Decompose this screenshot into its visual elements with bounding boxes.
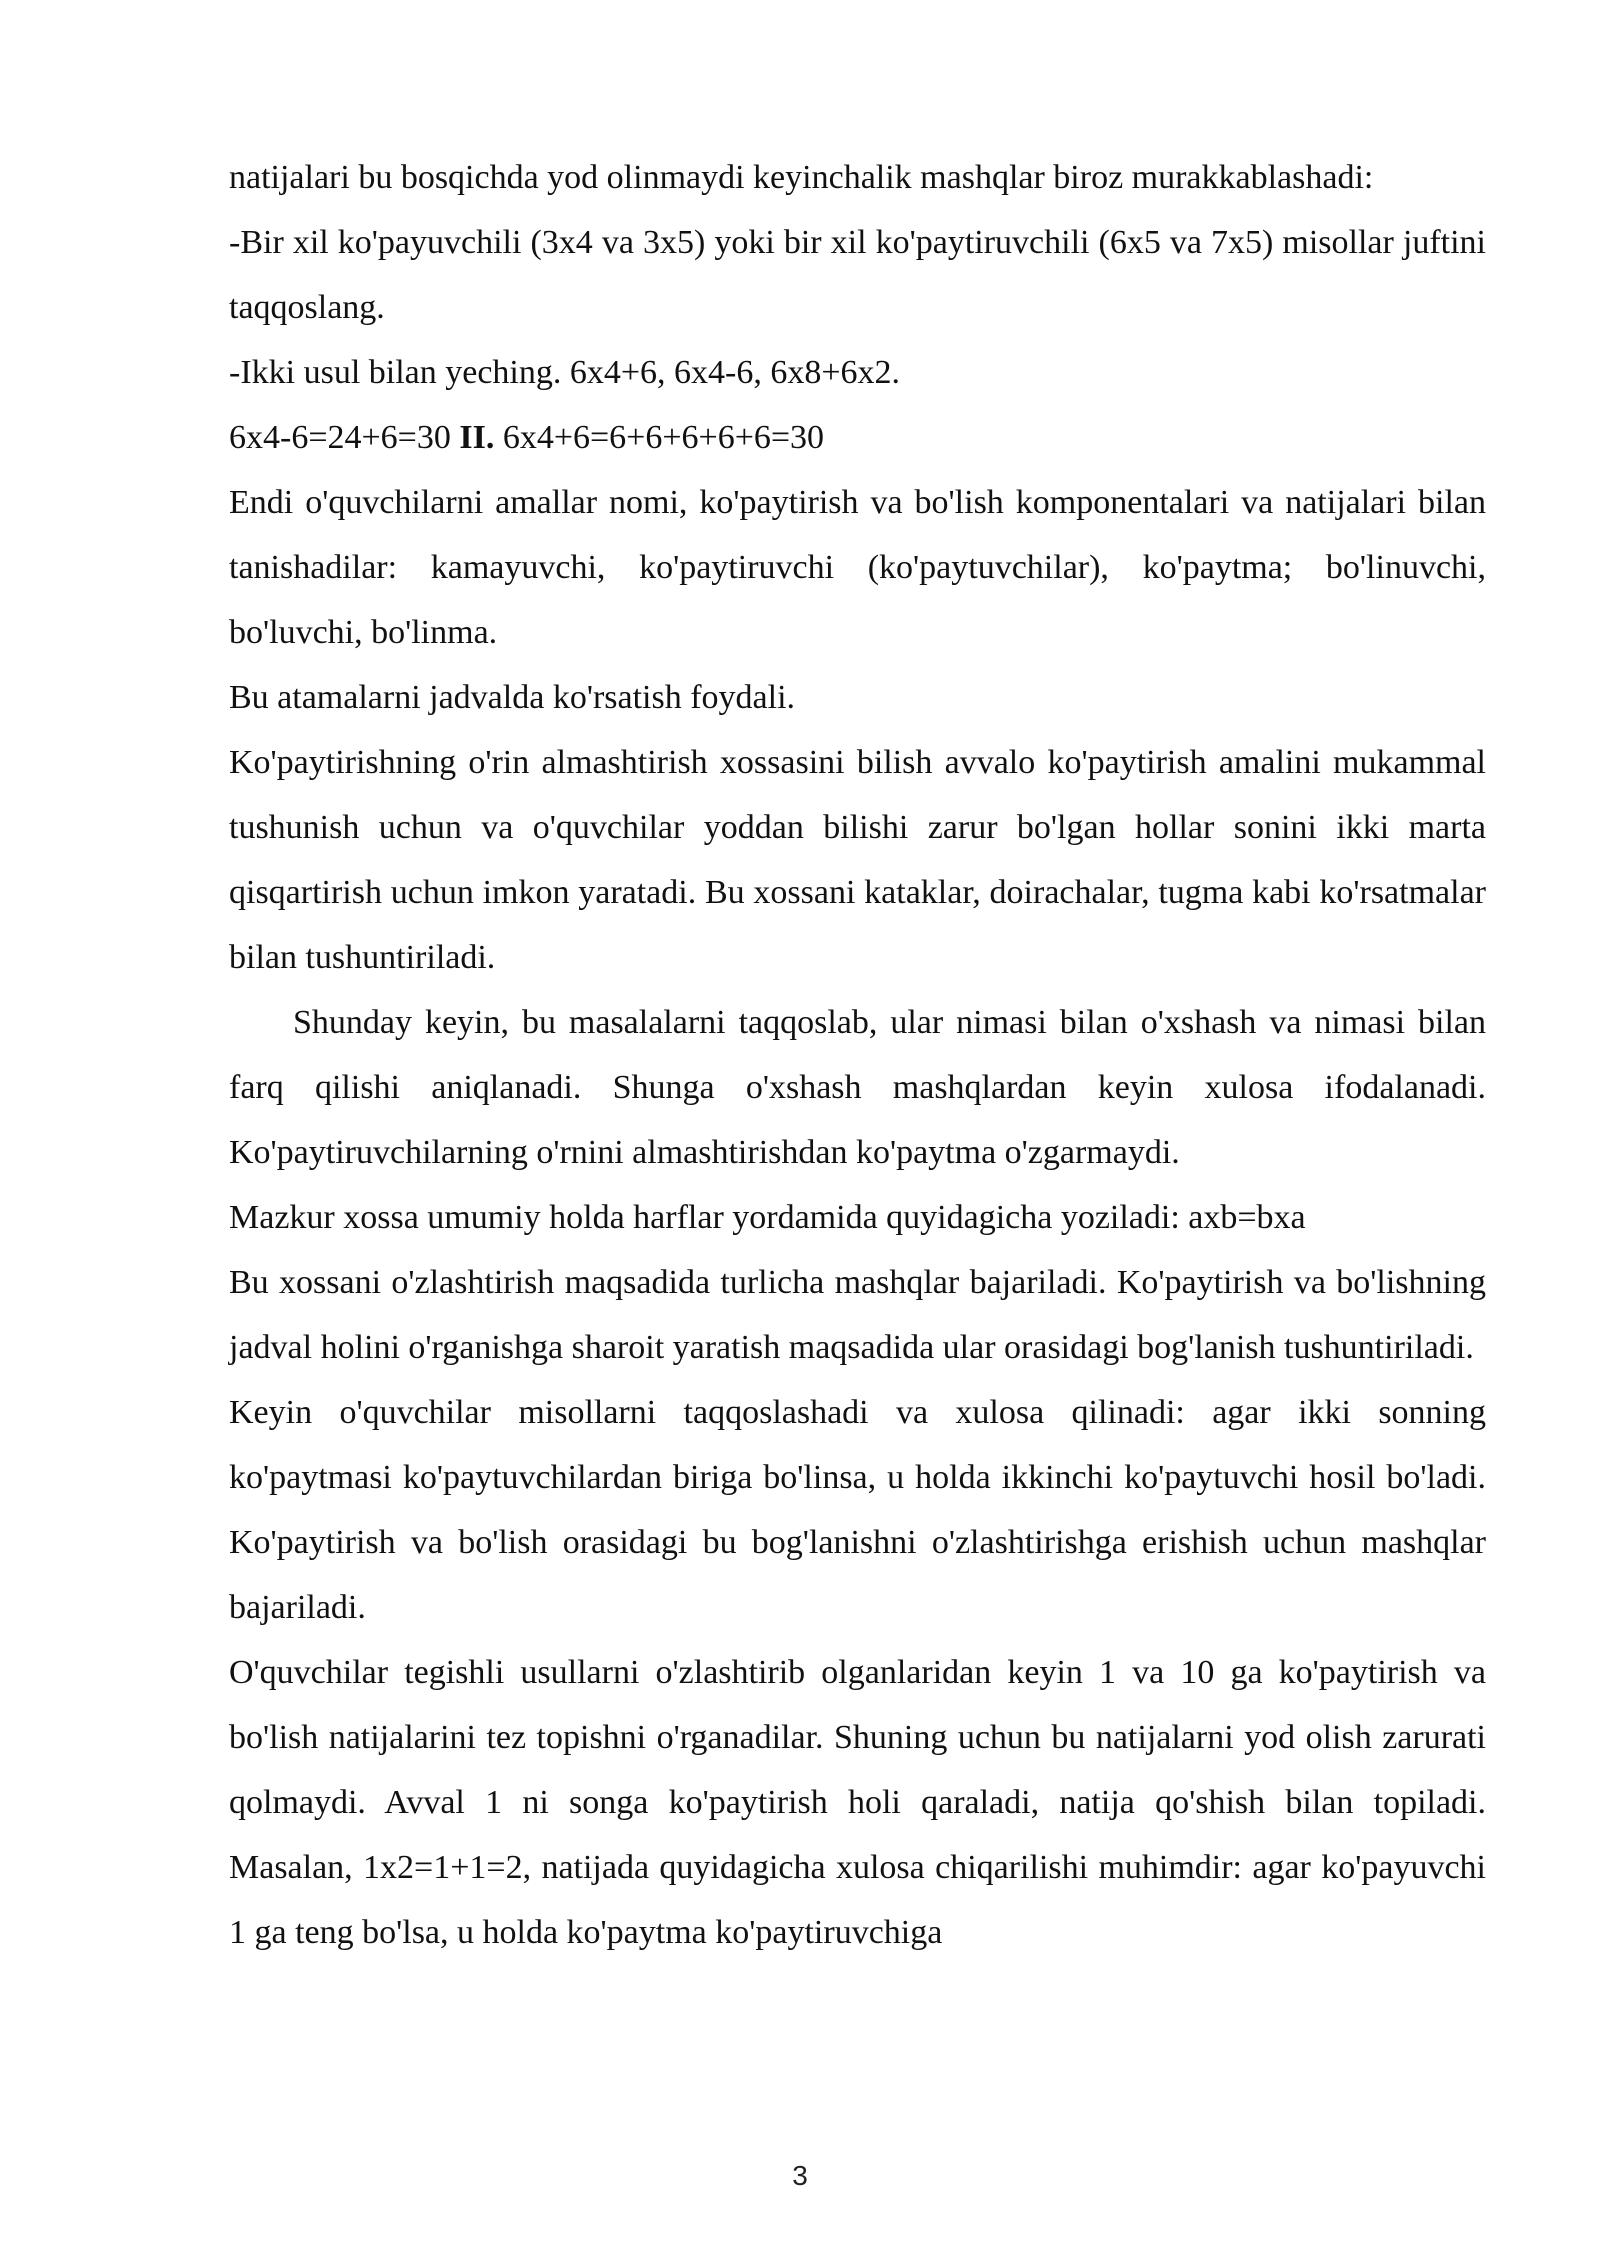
equation-part-2: 6x4+6=6+6+6+6+6=30	[494, 419, 825, 456]
paragraph: -Bir xil ko'payuvchili (3x4 va 3x5) yoki bir xil ko'paytiruvchili (6x5 va 7x5) misollar juftini taqqoslang.	[229, 224, 1486, 326]
paragraph: -Ikki usul bilan yeching. 6x4+6, 6x4-6, 6x8+6x2.	[229, 354, 901, 391]
equation-bold-label: II.	[459, 419, 495, 456]
body-text	[229, 145, 1486, 1965]
paragraph: Mazkur xossa umumiy holda harflar yordamida quyidagicha yoziladi: axb=bxa	[229, 1199, 1306, 1236]
equation-line	[229, 405, 1486, 470]
page-number: 3	[792, 2160, 808, 2191]
equation-part-1: 6x4-6=24+6=30	[229, 419, 460, 456]
paragraph: Bu xossani o'zlashtirish maqsadida turlicha mashqlar bajariladi. Ko'paytirish va bo'lishning jadval holini o'rganishga sharoit yaratish maqsadida ular orasidagi bog'lanish tushuntiriladi.	[229, 1264, 1486, 1366]
paragraph: Keyin o'quvchilar misollarni taqqoslashadi va xulosa qilinadi: agar ikki sonning ko'paytmasi ko'paytuvchilardan biriga bo'linsa, u holda ikkinchi ko'paytuvchi hosil bo'ladi. Ko'paytirish va bo'lish orasidagi bu bog'lanishni o'zlashtirishga erishish uchun mashqlar bajariladi.	[229, 1394, 1486, 1626]
paragraph: Bu atamalarni jadvalda ko'rsatish foydali.	[229, 679, 796, 716]
paragraph: Ko'paytirishning o'rin almashtirish xossasini bilish avvalo ko'paytirish amalini mukammal tushunish uchun va o'quvchilar yoddan bilishi zarur bo'lgan hollar sonini ikki marta qisqartirish uchun imkon yaratadi. Bu xossani kataklar, doirachalar, tugma kabi ko'rsatmalar bilan tushuntiriladi.	[229, 744, 1486, 976]
paragraph: O'quvchilar tegishli usullarni o'zlashtirib olganlaridan keyin 1 va 10 ga ko'paytirish va bo'lish natijalarini tez topishni o'rganadilar. Shuning uchun bu natijalarni yod olish zarurati qolmaydi. Avval 1 ni songa ko'paytirish holi qaraladi, natija qo'shish bilan topiladi. Masalan, 1x2=1+1=2, natijada quyidagicha xulosa chiqarilishi muhimdir: agar ko'payuvchi 1 ga teng bo'lsa, u holda ko'paytma ko'paytiruvchiga	[229, 1654, 1486, 1951]
paragraph: Endi o'quvchilarni amallar nomi, ko'paytirish va bo'lish komponentalari va natijalari bilan tanishadilar: kamayuvchi, ko'paytiruvchi (ko'paytuvchilar), ko'paytma; bo'linuvchi, bo'luvchi, bo'linma.	[229, 484, 1486, 651]
paragraph: natijalari bu bosqichda yod olinmaydi keyinchalik mashqlar biroz murakkablashadi:	[229, 159, 1374, 196]
paragraph: Shunday keyin, bu masalalarni taqqoslab, ular nimasi bilan o'xshash va nimasi bilan farq qilishi aniqlanadi. Shunga o'xshash mashqlardan keyin xulosa ifodalanadi. Ko'paytiruvchilarning o'rnini almashtirishdan ko'paytma o'zgarmaydi.	[229, 1004, 1486, 1171]
